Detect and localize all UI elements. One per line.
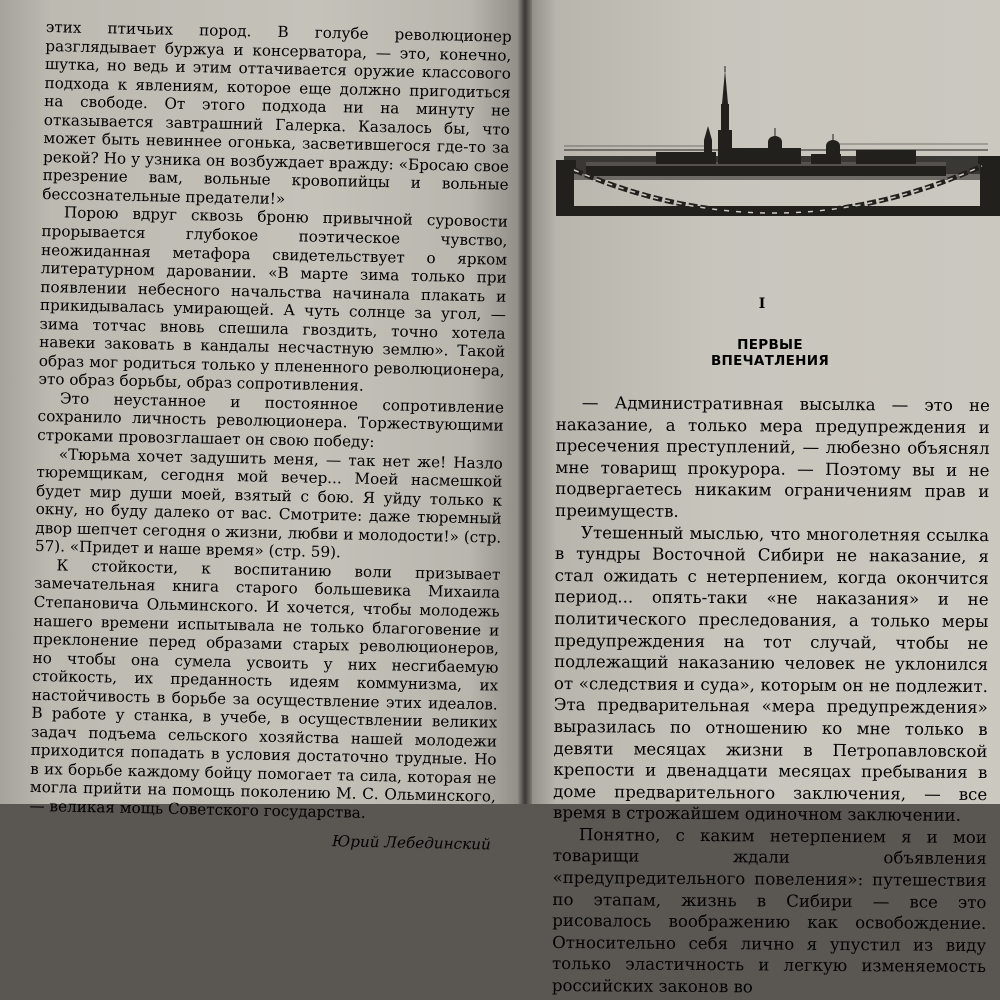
left-paragraph-1: этих птичьих пород. В голубе революционер разглядывает буржуа и консерватора, — это, конечно, шутка, но ведь и этим оттачивается оружие классового подхода к явлениям, которое еще должно пригодиться на свободе. От этого подхода ни на минуту не отказывается завтрашний Галерка. Казалось бы, что может быть невиннее огонька, засветившегося где-то за рекой? Но у узника он возбуждает вражду: «Бросаю свое презрение вам, вольные кровопийцы и вольные бессознательные предатели!» <box>42 18 512 208</box>
left-page-text <box>29 18 512 854</box>
right-paragraph-3: Понятно, с каким нетерпением я и мои товарищи ждали объявления «предупредительного повеления»: путешествия по этапам, жизнь в Сибири — все это рисовалось воображению как освобождение. Относительно себя лично я упустил из виду только эластичность и легкую изменяемость российских законов во <box>551 825 987 997</box>
left-paragraph-2: Порою вдруг сквозь броню привычной суровости прорывается глубокое поэтическое чувство, неожиданная метафора свидетельствует о ярком литературном даровании. «В марте зима только при появлении небесного начальства начинала плакать и прикидывалась умирающей. А чуть солнце за угол, — зима тотчас вновь спешила гвоздить, точно хотела навеки заковать в кандалы несчастную землю». Такой образ мог родиться только у плененного революционера, это образ борьбы, образ сопротивления. <box>38 203 509 396</box>
book-gutter <box>518 0 532 804</box>
fortress-chain-vignette-icon <box>556 66 1000 234</box>
left-quote-paragraph: «Тюрьма хочет задушить меня, — так нет же! Назло тюремщикам, сегодня мой вечер... Моей насмешкой будет мир души моей, взятый с бою. Я уйду только к окну, но буду далеко от вас. Смотрите: даже тюремный двор шепчет сегодня о жизни, любви и молодости!» (стр. 57). «Придет и наше время» (стр. 59). <box>34 444 503 562</box>
left-paragraph-5: К стойкости, к воспитанию воли призывает замечательная книга старого большевика Михаила Степановича Ольминского. И хочется, чтобы молодежь нашего времени испытывала не только благоговение и преклонение перед образами старых революционеров, но чтобы она сумела усвоить у них несгибаемую стойкость, их преданность идеям коммунизма, их настойчивость в борьбе за осуществление этих идеалов. В работе у станка, в учебе, в осуществлении великих задач подъема сельского хозяйства нашей молодежи приходится попадать в условия достаточно трудные. Но в их борьбе каждому бойцу помогает та сила, которая не могла прийти на помощь поколению М. С. Ольминского, — великая мощь Советского государства. <box>29 556 501 822</box>
author-signature: Юрий Лебединский <box>331 831 491 854</box>
chapter-title: ПЕРВЫЕ ВПЕЧАТЛЕНИЯ <box>710 337 830 369</box>
left-paragraph-3: Это неустанное и постоянное сопротивление сохранило личность революционера. Торжествующими строками провозглашает он свою победу: <box>37 389 505 452</box>
right-paragraph-2: Утешенный мыслью, что многолетняя ссылка в тундры Восточной Сибири не наказание, я стал ожидать с нетерпением, когда окончится период... опять-таки «не наказания» и не политического преследования, а только меры предупреждения на тот случай, чтобы не подлежащий наказанию человек не уклонился от «следствия и суда», которым он не подлежит. Эта предварительная «мера предупреждения» выразилась по отношению ко мне только в девяти месяцах жизни в Петропавловской крепости и двенадцати месяцах пребывания в доме предварительного заключения, — все время в строжайшем одиночном заключении. <box>552 522 990 826</box>
right-paragraph-1: — Административная высылка — это не наказание, а только мера предупреждения и пресечения преступлений, — любезно объяснял мне товарищ прокурора. — Поэтому вы и не подвергаетесь никаким ограничениям прав и преимуществ. <box>555 393 990 521</box>
chapter-number: I <box>758 296 766 312</box>
right-page-text <box>552 392 990 1000</box>
